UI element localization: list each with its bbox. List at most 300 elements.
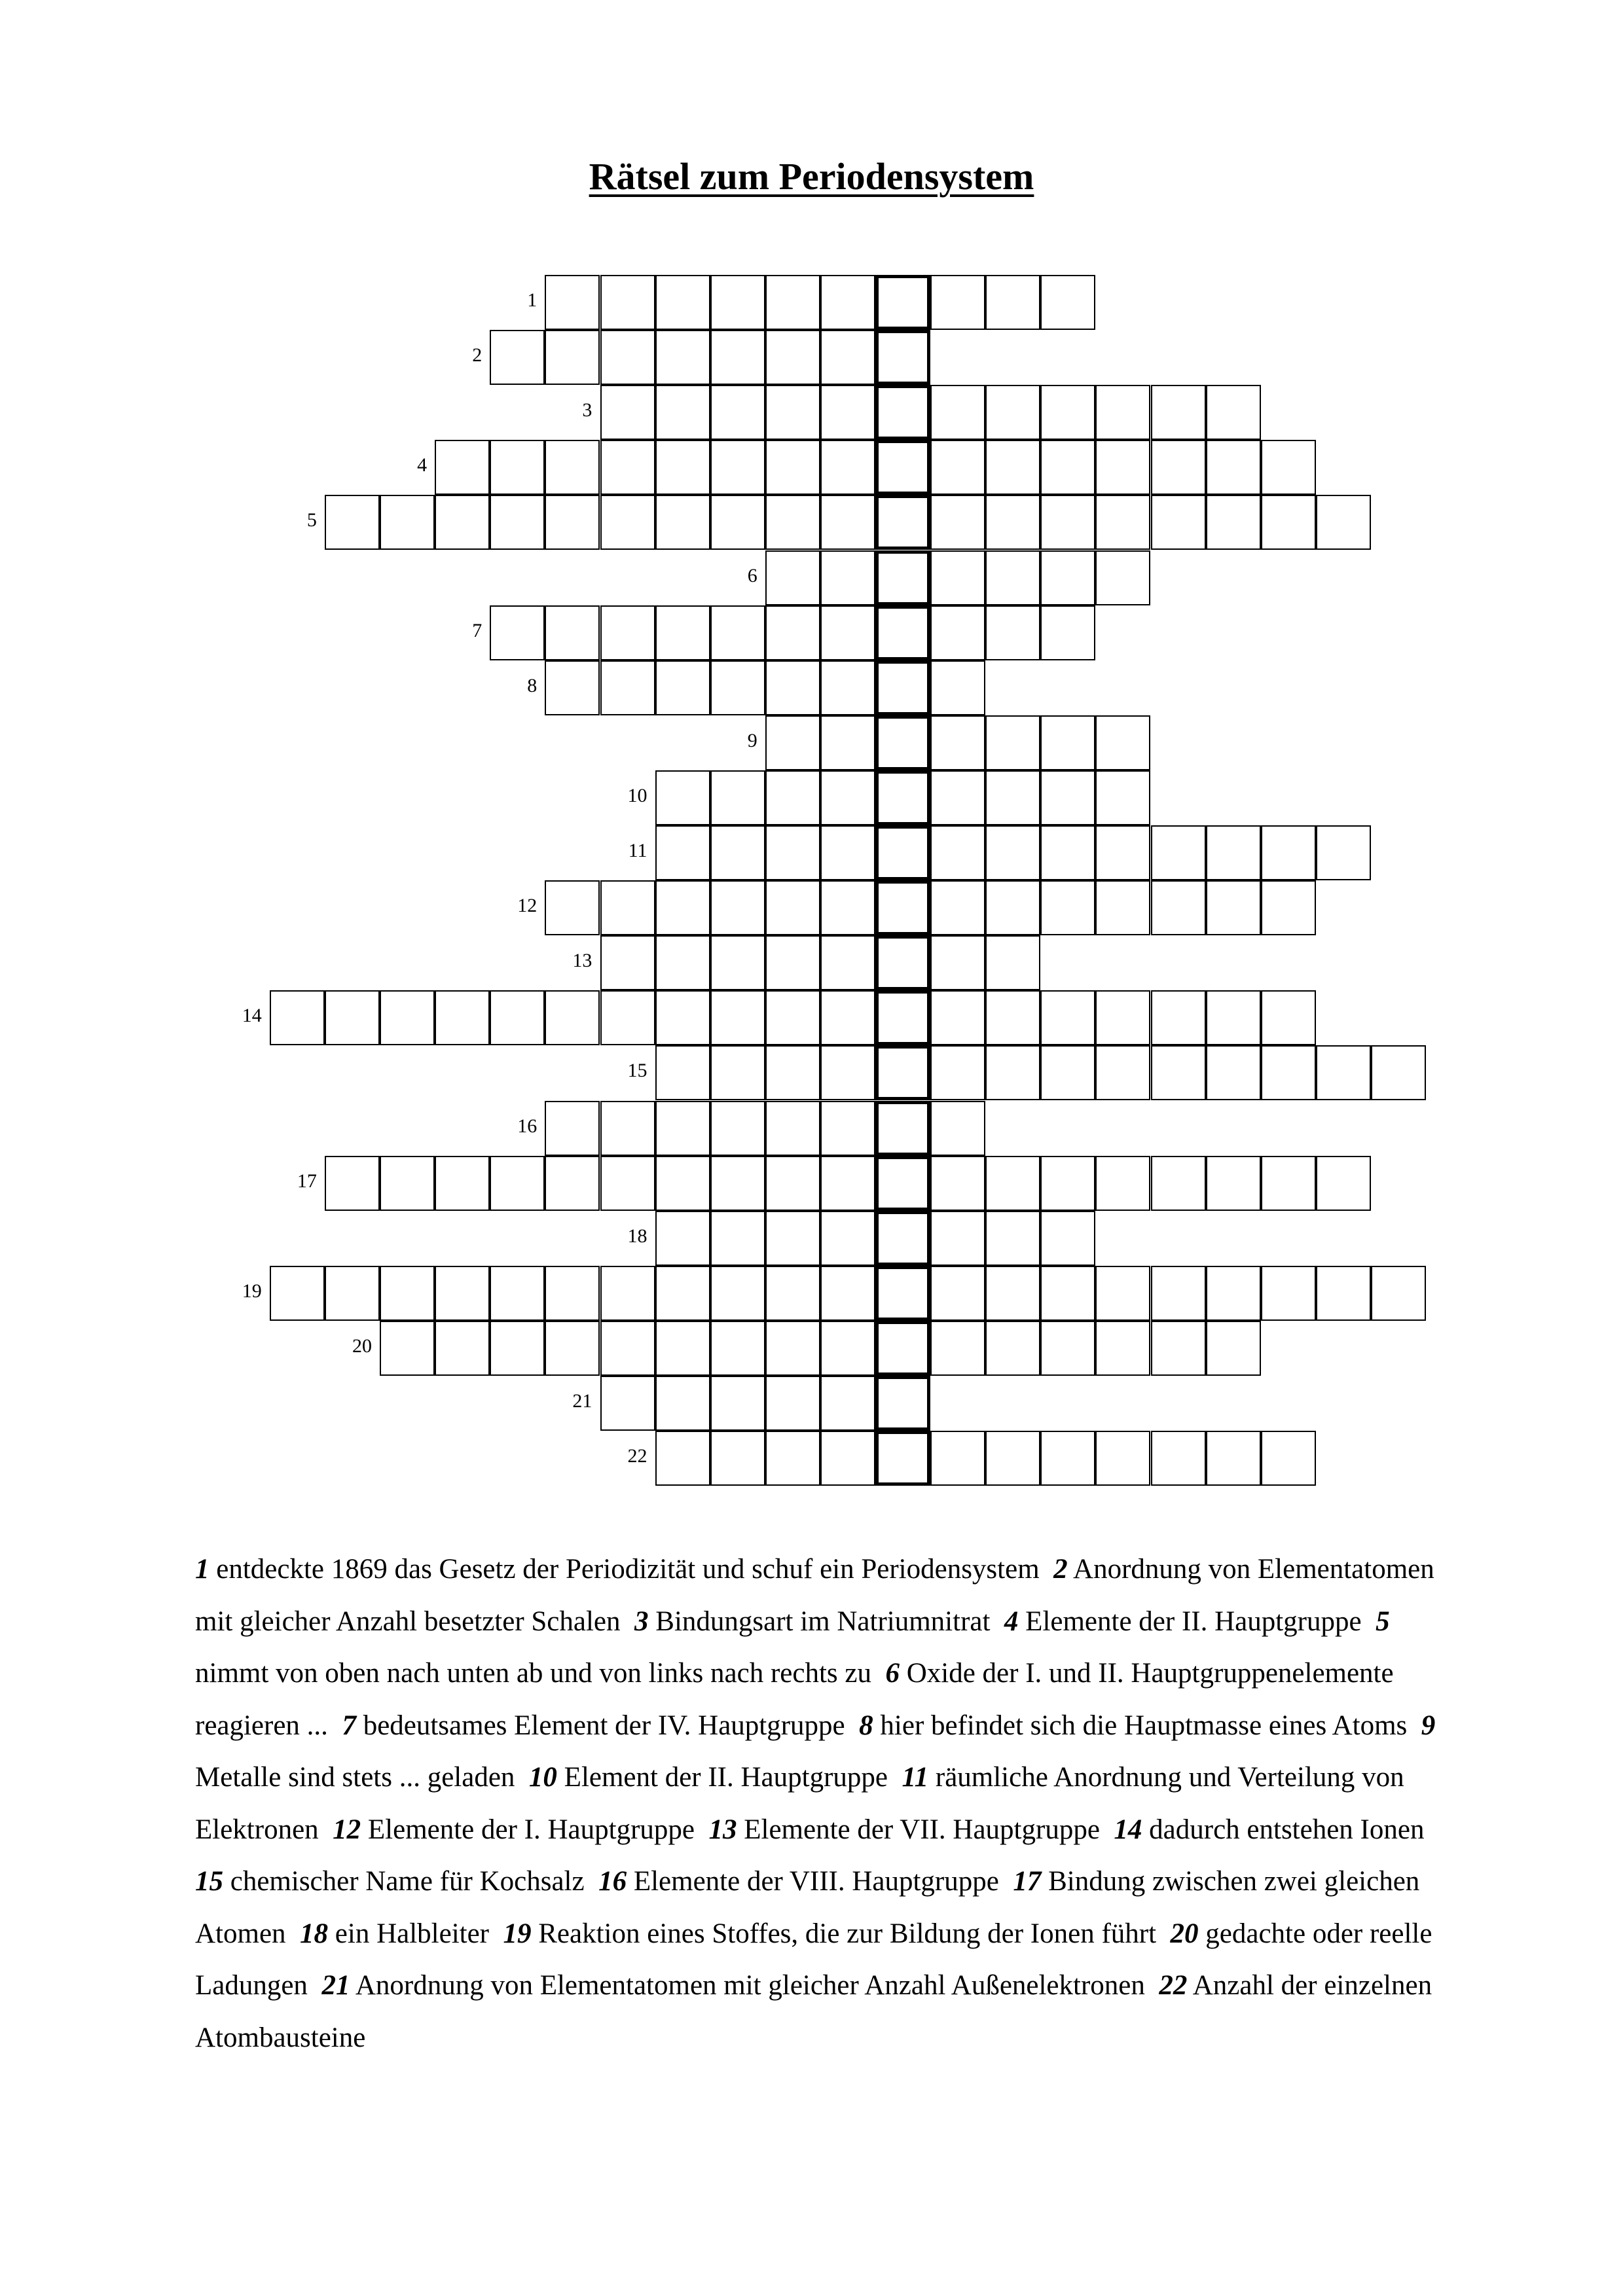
letter-cell[interactable] xyxy=(600,1156,655,1211)
letter-cell[interactable] xyxy=(600,605,655,660)
row-number: 22 xyxy=(627,1445,647,1467)
letter-cell[interactable] xyxy=(1206,1321,1261,1376)
letter-cell[interactable] xyxy=(1261,440,1316,495)
letter-cell[interactable] xyxy=(765,1211,820,1266)
letter-cell[interactable] xyxy=(1316,495,1371,550)
letter-cell[interactable] xyxy=(930,550,985,605)
letter-cell[interactable] xyxy=(600,990,655,1045)
letter-cell[interactable] xyxy=(1040,880,1095,935)
letter-cell[interactable] xyxy=(985,605,1040,660)
letter-cell[interactable] xyxy=(765,1321,820,1376)
crossword-row xyxy=(0,1266,1623,1321)
letter-cell[interactable] xyxy=(490,990,545,1045)
letter-cell[interactable] xyxy=(985,550,1040,605)
letter-cell[interactable] xyxy=(1040,770,1095,825)
letter-cell[interactable] xyxy=(545,275,600,330)
letter-cell[interactable] xyxy=(820,660,875,715)
letter-cell[interactable] xyxy=(600,330,655,385)
letter-cell[interactable] xyxy=(655,495,710,550)
row-number: 20 xyxy=(352,1335,372,1357)
letter-cell[interactable] xyxy=(710,1266,765,1321)
letter-cell[interactable] xyxy=(930,1045,985,1100)
letter-cell[interactable] xyxy=(490,330,545,385)
letter-cell[interactable] xyxy=(710,605,765,660)
letter-cell[interactable] xyxy=(545,1156,600,1211)
letter-cell[interactable] xyxy=(985,880,1040,935)
solution-cell[interactable] xyxy=(875,770,930,825)
clue-text: hier befindet sich die Hauptmasse eines Atoms xyxy=(873,1710,1408,1741)
clue-number: 20 xyxy=(1170,1918,1199,1949)
solution-cell[interactable] xyxy=(875,660,930,715)
clue-number: 11 xyxy=(902,1762,929,1793)
letter-cell[interactable] xyxy=(545,440,600,495)
letter-cell[interactable] xyxy=(985,770,1040,825)
clue-text: Reaktion eines Stoffes, die zur Bildung der Ionen führt xyxy=(531,1918,1157,1949)
letter-cell[interactable] xyxy=(930,385,985,440)
letter-cell[interactable] xyxy=(820,715,875,770)
letter-cell[interactable] xyxy=(710,385,765,440)
crossword-row xyxy=(0,715,1623,770)
letter-cell[interactable] xyxy=(490,495,545,550)
letter-cell[interactable] xyxy=(545,880,600,935)
letter-cell[interactable] xyxy=(930,990,985,1045)
letter-cell[interactable] xyxy=(1206,825,1261,880)
letter-cell[interactable] xyxy=(1151,880,1206,935)
letter-cell[interactable] xyxy=(765,440,820,495)
letter-cell[interactable] xyxy=(710,660,765,715)
letter-cell[interactable] xyxy=(490,1321,545,1376)
letter-cell[interactable] xyxy=(655,330,710,385)
solution-cell[interactable] xyxy=(875,440,930,495)
letter-cell[interactable] xyxy=(985,1266,1040,1321)
letter-cell[interactable] xyxy=(1151,495,1206,550)
letter-cell[interactable] xyxy=(985,1321,1040,1376)
letter-cell[interactable] xyxy=(545,1321,600,1376)
letter-cell[interactable] xyxy=(600,880,655,935)
letter-cell[interactable] xyxy=(1040,605,1095,660)
clue-text: gedachte oder reelle Ladungen xyxy=(195,1918,1432,2001)
solution-cell[interactable] xyxy=(875,1101,930,1156)
letter-cell[interactable] xyxy=(1206,1266,1261,1321)
letter-cell[interactable] xyxy=(710,1045,765,1100)
letter-cell[interactable] xyxy=(1095,1431,1150,1486)
letter-cell[interactable] xyxy=(655,440,710,495)
letter-cell[interactable] xyxy=(710,880,765,935)
solution-cell[interactable] xyxy=(875,1431,930,1486)
letter-cell[interactable] xyxy=(710,275,765,330)
solution-cell[interactable] xyxy=(875,1321,930,1376)
letter-cell[interactable] xyxy=(380,1156,435,1211)
crossword-row xyxy=(0,825,1623,880)
letter-cell[interactable] xyxy=(820,330,875,385)
letter-cell[interactable] xyxy=(545,330,600,385)
letter-cell[interactable] xyxy=(930,880,985,935)
letter-cell[interactable] xyxy=(710,1156,765,1211)
letter-cell[interactable] xyxy=(655,770,710,825)
letter-cell[interactable] xyxy=(820,1045,875,1100)
letter-cell[interactable] xyxy=(1095,550,1150,605)
letter-cell[interactable] xyxy=(655,1101,710,1156)
letter-cell[interactable] xyxy=(325,1266,380,1321)
letter-cell[interactable] xyxy=(710,1376,765,1431)
letter-cell[interactable] xyxy=(1040,1211,1095,1266)
letter-cell[interactable] xyxy=(1095,1045,1150,1100)
row-number: 7 xyxy=(472,619,483,641)
letter-cell[interactable] xyxy=(710,935,765,990)
solution-cell[interactable] xyxy=(875,275,930,330)
letter-cell[interactable] xyxy=(710,990,765,1045)
letter-cell[interactable] xyxy=(1206,440,1261,495)
letter-cell[interactable] xyxy=(380,990,435,1045)
letter-cell[interactable] xyxy=(600,1266,655,1321)
letter-cell[interactable] xyxy=(1095,1156,1150,1211)
letter-cell[interactable] xyxy=(600,385,655,440)
letter-cell[interactable] xyxy=(325,495,380,550)
letter-cell[interactable] xyxy=(765,495,820,550)
letter-cell[interactable] xyxy=(1151,825,1206,880)
letter-cell[interactable] xyxy=(985,1211,1040,1266)
clue-number: 22 xyxy=(1159,1970,1188,2001)
letter-cell[interactable] xyxy=(435,495,490,550)
letter-cell[interactable] xyxy=(435,440,490,495)
letter-cell[interactable] xyxy=(1151,1156,1206,1211)
solution-cell[interactable] xyxy=(875,495,930,550)
letter-cell[interactable] xyxy=(655,660,710,715)
letter-cell[interactable] xyxy=(820,825,875,880)
letter-cell[interactable] xyxy=(985,1156,1040,1211)
letter-cell[interactable] xyxy=(765,550,820,605)
letter-cell[interactable] xyxy=(985,935,1040,990)
letter-cell[interactable] xyxy=(1040,275,1095,330)
letter-cell[interactable] xyxy=(655,1211,710,1266)
letter-cell[interactable] xyxy=(1095,825,1150,880)
letter-cell[interactable] xyxy=(325,1156,380,1211)
letter-cell[interactable] xyxy=(1206,880,1261,935)
clue-number: 10 xyxy=(528,1762,557,1793)
letter-cell[interactable] xyxy=(765,1045,820,1100)
letter-cell[interactable] xyxy=(655,275,710,330)
letter-cell[interactable] xyxy=(1261,495,1316,550)
letter-cell[interactable] xyxy=(820,880,875,935)
crossword-row xyxy=(0,275,1623,330)
letter-cell[interactable] xyxy=(820,495,875,550)
letter-cell[interactable] xyxy=(765,990,820,1045)
solution-cell[interactable] xyxy=(875,330,930,385)
letter-cell[interactable] xyxy=(930,1431,985,1486)
letter-cell[interactable] xyxy=(765,1431,820,1486)
letter-cell[interactable] xyxy=(1095,715,1150,770)
letter-cell[interactable] xyxy=(600,660,655,715)
letter-cell[interactable] xyxy=(1040,1431,1095,1486)
letter-cell[interactable] xyxy=(930,440,985,495)
letter-cell[interactable] xyxy=(765,1156,820,1211)
letter-cell[interactable] xyxy=(930,605,985,660)
letter-cell[interactable] xyxy=(1095,440,1150,495)
letter-cell[interactable] xyxy=(545,990,600,1045)
letter-cell[interactable] xyxy=(930,825,985,880)
letter-cell[interactable] xyxy=(655,1266,710,1321)
letter-cell[interactable] xyxy=(985,495,1040,550)
solution-cell[interactable] xyxy=(875,1156,930,1211)
letter-cell[interactable] xyxy=(1040,440,1095,495)
letter-cell[interactable] xyxy=(765,1266,820,1321)
letter-cell[interactable] xyxy=(985,385,1040,440)
letter-cell[interactable] xyxy=(1095,1321,1150,1376)
letter-cell[interactable] xyxy=(930,275,985,330)
solution-cell[interactable] xyxy=(875,1045,930,1100)
letter-cell[interactable] xyxy=(710,1211,765,1266)
letter-cell[interactable] xyxy=(655,1045,710,1100)
solution-cell[interactable] xyxy=(875,1376,930,1431)
letter-cell[interactable] xyxy=(820,770,875,825)
letter-cell[interactable] xyxy=(820,1321,875,1376)
letter-cell[interactable] xyxy=(435,990,490,1045)
letter-cell[interactable] xyxy=(710,1431,765,1486)
letter-cell[interactable] xyxy=(1261,1431,1316,1486)
letter-cell[interactable] xyxy=(435,1156,490,1211)
letter-cell[interactable] xyxy=(1261,825,1316,880)
letter-cell[interactable] xyxy=(1095,880,1150,935)
letter-cell[interactable] xyxy=(1040,825,1095,880)
solution-cell[interactable] xyxy=(875,715,930,770)
letter-cell[interactable] xyxy=(655,990,710,1045)
clue-number: 12 xyxy=(333,1814,361,1845)
letter-cell[interactable] xyxy=(1040,385,1095,440)
letter-cell[interactable] xyxy=(490,1156,545,1211)
letter-cell[interactable] xyxy=(985,1431,1040,1486)
letter-cell[interactable] xyxy=(710,1321,765,1376)
letter-cell[interactable] xyxy=(765,825,820,880)
letter-cell[interactable] xyxy=(930,715,985,770)
letter-cell[interactable] xyxy=(765,660,820,715)
crossword-row xyxy=(0,935,1623,990)
letter-cell[interactable] xyxy=(765,330,820,385)
letter-cell[interactable] xyxy=(600,1321,655,1376)
letter-cell[interactable] xyxy=(1040,1266,1095,1321)
letter-cell[interactable] xyxy=(765,935,820,990)
letter-cell[interactable] xyxy=(545,605,600,660)
solution-cell[interactable] xyxy=(875,880,930,935)
letter-cell[interactable] xyxy=(1206,385,1261,440)
letter-cell[interactable] xyxy=(820,385,875,440)
letter-cell[interactable] xyxy=(1151,1045,1206,1100)
letter-cell[interactable] xyxy=(545,1266,600,1321)
letter-cell[interactable] xyxy=(380,1321,435,1376)
letter-cell[interactable] xyxy=(600,1101,655,1156)
letter-cell[interactable] xyxy=(545,1101,600,1156)
letter-cell[interactable] xyxy=(1095,385,1150,440)
clue-text: Bindung zwischen zwei gleichen Atomen xyxy=(195,1866,1420,1949)
letter-cell[interactable] xyxy=(545,660,600,715)
clue-text: Anordnung von Elementatomen mit gleicher Anzahl Außenelektronen xyxy=(350,1970,1145,2001)
letter-cell[interactable] xyxy=(600,935,655,990)
crossword-row xyxy=(0,550,1623,605)
letter-cell[interactable] xyxy=(1371,1045,1426,1100)
letter-cell[interactable] xyxy=(820,275,875,330)
letter-cell[interactable] xyxy=(765,880,820,935)
letter-cell[interactable] xyxy=(820,550,875,605)
letter-cell[interactable] xyxy=(710,495,765,550)
letter-cell[interactable] xyxy=(655,1156,710,1211)
solution-cell[interactable] xyxy=(875,550,930,605)
letter-cell[interactable] xyxy=(545,495,600,550)
letter-cell[interactable] xyxy=(985,990,1040,1045)
row-number: 14 xyxy=(242,1005,262,1027)
letter-cell[interactable] xyxy=(1206,990,1261,1045)
letter-cell[interactable] xyxy=(930,495,985,550)
letter-cell[interactable] xyxy=(1040,1045,1095,1100)
letter-cell[interactable] xyxy=(1151,990,1206,1045)
letter-cell[interactable] xyxy=(765,385,820,440)
letter-cell[interactable] xyxy=(765,770,820,825)
letter-cell[interactable] xyxy=(1151,440,1206,495)
letter-cell[interactable] xyxy=(655,935,710,990)
letter-cell[interactable] xyxy=(765,605,820,660)
solution-cell[interactable] xyxy=(875,385,930,440)
clue-number: 8 xyxy=(859,1710,873,1741)
row-number: 8 xyxy=(527,674,538,696)
letter-cell[interactable] xyxy=(1206,495,1261,550)
crossword-row xyxy=(0,1156,1623,1211)
letter-cell[interactable] xyxy=(985,275,1040,330)
solution-cell[interactable] xyxy=(875,1266,930,1321)
letter-cell[interactable] xyxy=(1261,990,1316,1045)
clue-text: Elemente der II. Hauptgruppe xyxy=(1018,1605,1362,1637)
letter-cell[interactable] xyxy=(710,825,765,880)
solution-cell[interactable] xyxy=(875,990,930,1045)
letter-cell[interactable] xyxy=(1151,1321,1206,1376)
letter-cell[interactable] xyxy=(1040,1321,1095,1376)
clue-number: 21 xyxy=(321,1970,350,2001)
letter-cell[interactable] xyxy=(765,1376,820,1431)
letter-cell[interactable] xyxy=(930,1156,985,1211)
letter-cell[interactable] xyxy=(435,1266,490,1321)
letter-cell[interactable] xyxy=(655,1376,710,1431)
clue-number: 3 xyxy=(634,1605,649,1637)
letter-cell[interactable] xyxy=(930,1266,985,1321)
letter-cell[interactable] xyxy=(655,385,710,440)
letter-cell[interactable] xyxy=(1095,770,1150,825)
letter-cell[interactable] xyxy=(1316,1156,1371,1211)
letter-cell[interactable] xyxy=(820,1156,875,1211)
letter-cell[interactable] xyxy=(655,880,710,935)
letter-cell[interactable] xyxy=(655,1321,710,1376)
solution-cell[interactable] xyxy=(875,605,930,660)
letter-cell[interactable] xyxy=(1371,1266,1426,1321)
letter-cell[interactable] xyxy=(1040,990,1095,1045)
letter-cell[interactable] xyxy=(710,770,765,825)
letter-cell[interactable] xyxy=(820,1266,875,1321)
letter-cell[interactable] xyxy=(435,1321,490,1376)
letter-cell[interactable] xyxy=(655,1431,710,1486)
solution-cell[interactable] xyxy=(875,1211,930,1266)
letter-cell[interactable] xyxy=(270,1266,325,1321)
row-number: 15 xyxy=(627,1060,647,1082)
letter-cell[interactable] xyxy=(765,715,820,770)
letter-cell[interactable] xyxy=(1206,1431,1261,1486)
letter-cell[interactable] xyxy=(820,1101,875,1156)
letter-cell[interactable] xyxy=(1316,1266,1371,1321)
letter-cell[interactable] xyxy=(985,1045,1040,1100)
row-number: 16 xyxy=(517,1115,538,1137)
crossword-row xyxy=(0,990,1623,1045)
letter-cell[interactable] xyxy=(1261,1266,1316,1321)
letter-cell[interactable] xyxy=(1261,880,1316,935)
letter-cell[interactable] xyxy=(270,990,325,1045)
letter-cell[interactable] xyxy=(600,495,655,550)
letter-cell[interactable] xyxy=(930,660,985,715)
letter-cell[interactable] xyxy=(930,1101,985,1156)
letter-cell[interactable] xyxy=(930,770,985,825)
letter-cell[interactable] xyxy=(930,1211,985,1266)
letter-cell[interactable] xyxy=(765,275,820,330)
clue-text: ein Halbleiter xyxy=(328,1918,489,1949)
letter-cell[interactable] xyxy=(985,440,1040,495)
letter-cell[interactable] xyxy=(710,330,765,385)
letter-cell[interactable] xyxy=(1040,1156,1095,1211)
letter-cell[interactable] xyxy=(765,1101,820,1156)
letter-cell[interactable] xyxy=(655,825,710,880)
letter-cell[interactable] xyxy=(820,990,875,1045)
letter-cell[interactable] xyxy=(1095,1266,1150,1321)
letter-cell[interactable] xyxy=(1151,1266,1206,1321)
letter-cell[interactable] xyxy=(710,440,765,495)
letter-cell[interactable] xyxy=(820,440,875,495)
letter-cell[interactable] xyxy=(1206,1045,1261,1100)
letter-cell[interactable] xyxy=(1040,495,1095,550)
letter-cell[interactable] xyxy=(490,605,545,660)
letter-cell[interactable] xyxy=(1095,990,1150,1045)
letter-cell[interactable] xyxy=(1316,1045,1371,1100)
letter-cell[interactable] xyxy=(1261,1156,1316,1211)
letter-cell[interactable] xyxy=(600,1376,655,1431)
crossword-row xyxy=(0,1045,1623,1100)
row-number: 2 xyxy=(472,344,483,367)
letter-cell[interactable] xyxy=(1206,1156,1261,1211)
letter-cell[interactable] xyxy=(380,495,435,550)
letter-cell[interactable] xyxy=(600,440,655,495)
letter-cell[interactable] xyxy=(1095,495,1150,550)
letter-cell[interactable] xyxy=(820,605,875,660)
letter-cell[interactable] xyxy=(985,825,1040,880)
letter-cell[interactable] xyxy=(820,1431,875,1486)
letter-cell[interactable] xyxy=(820,1376,875,1431)
letter-cell[interactable] xyxy=(985,715,1040,770)
letter-cell[interactable] xyxy=(600,275,655,330)
letter-cell[interactable] xyxy=(655,605,710,660)
solution-cell[interactable] xyxy=(875,935,930,990)
letter-cell[interactable] xyxy=(325,990,380,1045)
letter-cell[interactable] xyxy=(1040,715,1095,770)
letter-cell[interactable] xyxy=(490,1266,545,1321)
letter-cell[interactable] xyxy=(1151,385,1206,440)
letter-cell[interactable] xyxy=(1316,825,1371,880)
letter-cell[interactable] xyxy=(1261,1045,1316,1100)
letter-cell[interactable] xyxy=(820,935,875,990)
letter-cell[interactable] xyxy=(930,935,985,990)
crossword-row xyxy=(0,440,1623,495)
letter-cell[interactable] xyxy=(1040,550,1095,605)
letter-cell[interactable] xyxy=(380,1266,435,1321)
letter-cell[interactable] xyxy=(820,1211,875,1266)
letter-cell[interactable] xyxy=(1151,1431,1206,1486)
solution-cell[interactable] xyxy=(875,825,930,880)
letter-cell[interactable] xyxy=(490,440,545,495)
clue-text: räumliche Anordnung und Verteilung von Elektronen xyxy=(195,1762,1404,1845)
row-number: 21 xyxy=(572,1390,593,1412)
letter-cell[interactable] xyxy=(710,1101,765,1156)
letter-cell[interactable] xyxy=(930,1321,985,1376)
